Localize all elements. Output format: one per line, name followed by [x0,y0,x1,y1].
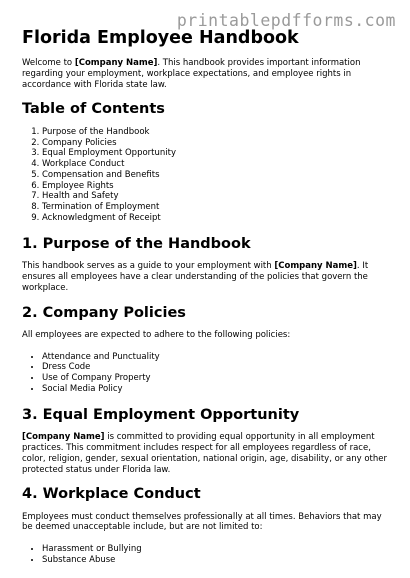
section-eeo-heading: 3. Equal Employment Opportunity [22,406,300,423]
section-eeo-text [22,432,388,475]
toc-heading: Table of Contents [22,101,165,118]
company-name-placeholder: [Company Name] [74,58,158,68]
conduct-list [22,544,388,566]
intro-paragraph [22,58,388,90]
toc-item: 1. Purpose of the Handbook [42,127,388,138]
toc-item: 3. Equal Employment Opportunity [42,148,388,159]
toc-item: 7. Health and Safety [42,191,388,202]
purpose-post: . It ensures all employees have a clear understanding of the policies that govern the workplace. [22,261,369,293]
toc-item: 5. Compensation and Benefits [42,170,388,181]
toc-item: 8. Termination of Employment [42,202,388,213]
intro-pre: Welcome to [22,58,75,68]
company-name-placeholder: [Company Name] [22,432,105,443]
list-item: • Harassment or Bullying [42,544,388,555]
eeo-post: is committed to providing equal opportunity in all employment practices. This commitment includes respect for all employees regardless of race, color, religion, gender, sexual orientation, national origin, age, disability, or any other protected status under Florida law. [22,432,387,475]
section-purpose-heading: 1. Purpose of the Handbook [22,235,251,252]
list-item: • Use of Company Property [42,373,388,384]
section-policies-text: All employees are expected to adhere to the following policies: [22,329,291,340]
list-item: • Substance Abuse [42,555,388,566]
list-item: • Attendance and Punctuality [42,352,388,363]
intro-post: . This handbook provides important information regarding your employment, workplace expectations, and employee rights in accordance with Florida state law. [22,58,361,90]
section-purpose-text [22,261,388,293]
policies-list [22,352,388,395]
section-conduct-heading: 4. Workplace Conduct [22,486,201,503]
section-policies-heading: 2. Company Policies [22,304,186,321]
list-item: • Social Media Policy [42,384,388,395]
toc-item: 6. Employee Rights [42,181,388,192]
document-title: Florida Employee Handbook [22,28,299,48]
company-name-placeholder: [Company Name] [274,261,357,272]
document-page [22,28,388,578]
toc-item: 9. Acknowledgment of Receipt [42,213,388,224]
toc-list [22,127,388,224]
watermark-text: printablepdfforms.com [176,11,396,30]
section-conduct-text: Employees must conduct themselves professionally at all times. Behaviors that may be deemed unacceptable include, but are not limited to: [22,511,382,533]
toc-item: 2. Company Policies [42,138,388,149]
list-item: • Dress Code [42,362,388,373]
purpose-pre: This handbook serves as a guide to your employment with [22,261,275,272]
toc-item: 4. Workplace Conduct [42,159,388,170]
